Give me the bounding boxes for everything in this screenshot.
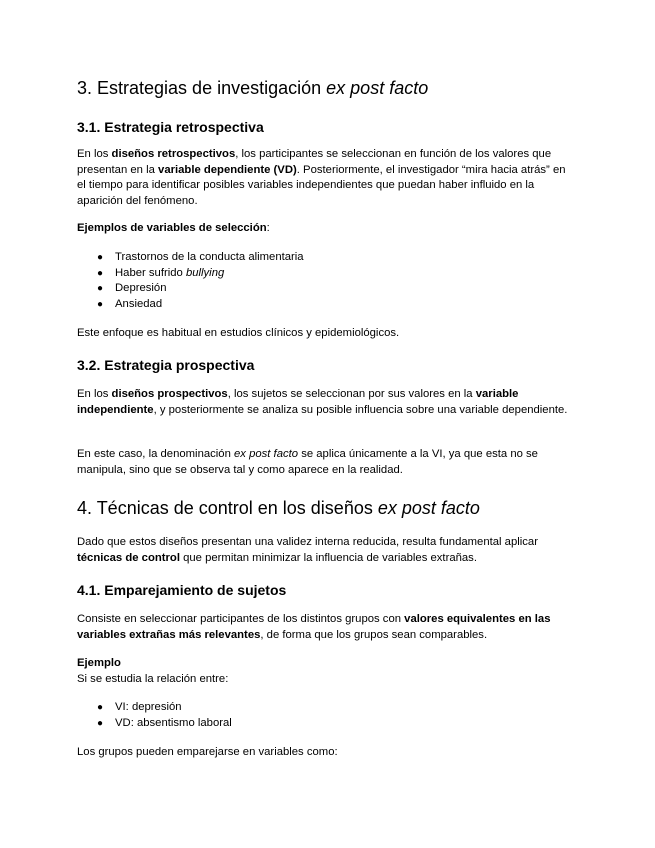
section-3-title-emphasis: ex post facto (326, 78, 429, 98)
list-item: ● VI: depresión (77, 700, 577, 716)
bullet-icon: ● (97, 283, 104, 295)
examples-list (77, 250, 577, 312)
bullet-icon: ● (97, 298, 104, 310)
section-4-1-closing: Los grupos pueden emparejarse en variables como: (77, 746, 338, 758)
section-3-2-title: 3.2. Estrategia prospectiva (77, 357, 255, 373)
section-4-title: 4. Técnicas de control en los diseños ex post facto (77, 498, 480, 518)
section-4-title-emphasis: ex post facto (377, 498, 480, 518)
section-3-2-paragraph-2: En este caso, la denominación ex post facto se aplica únicamente a la VI, ya que esta no se manipula, sino que se observa tal y como aparece en la realidad. (77, 448, 538, 476)
example-intro: Si se estudia la relación entre: (77, 673, 229, 685)
section-3-1-title: 3.1. Estrategia retrospectiva (77, 119, 264, 135)
bullet-icon: ● (97, 717, 104, 729)
section-4-1-title: 4.1. Emparejamiento de sujetos (77, 582, 287, 598)
list-item: ● Trastornos de la conducta alimentaria (77, 250, 577, 266)
bullet-icon: ● (97, 252, 104, 263)
list-item: ● Ansiedad (77, 297, 577, 313)
section-3-1-paragraph: En los diseños retrospectivos, los participantes se seleccionan en función de los valores que presentan en la variable dependiente (VD). Posteriormente, el investigador “mira hacia atrás” en el tiempo para identificar posibles variables independientes que puedan haber influido en la aparición del fenómeno. (77, 148, 566, 207)
list-item: ● Haber sufrido bullying (77, 266, 577, 282)
section-4-1-paragraph: Consiste en seleccionar participantes de los distintos grupos con valores equivalentes en las variables extrañas más relevantes, de forma que los grupos sean comparables. (77, 613, 551, 641)
variables-list (77, 700, 577, 731)
section-3-title: 3. Estrategias de investigación ex post facto (77, 78, 429, 98)
bullet-icon: ● (97, 267, 104, 279)
section-3-1-closing: Este enfoque es habitual en estudios clínicos y epidemiológicos. (77, 327, 400, 339)
example-label: Ejemplo (77, 657, 121, 669)
bullet-icon: ● (97, 702, 104, 713)
list-item: ● Depresión (77, 281, 577, 297)
section-3-2-paragraph-1: En los diseños prospectivos, los sujetos se seleccionan por sus valores en la variable independiente, y posteriormente se analiza su posible influencia sobre una variable dependiente. (77, 388, 568, 416)
examples-label: Ejemplos de variables de selección: (77, 222, 270, 234)
section-4-paragraph: Dado que estos diseños presentan una validez interna reducida, resulta fundamental aplicar técnicas de control que permitan minimizar la influencia de variables extrañas. (77, 536, 538, 564)
list-item: ● VD: absentismo laboral (77, 716, 577, 732)
